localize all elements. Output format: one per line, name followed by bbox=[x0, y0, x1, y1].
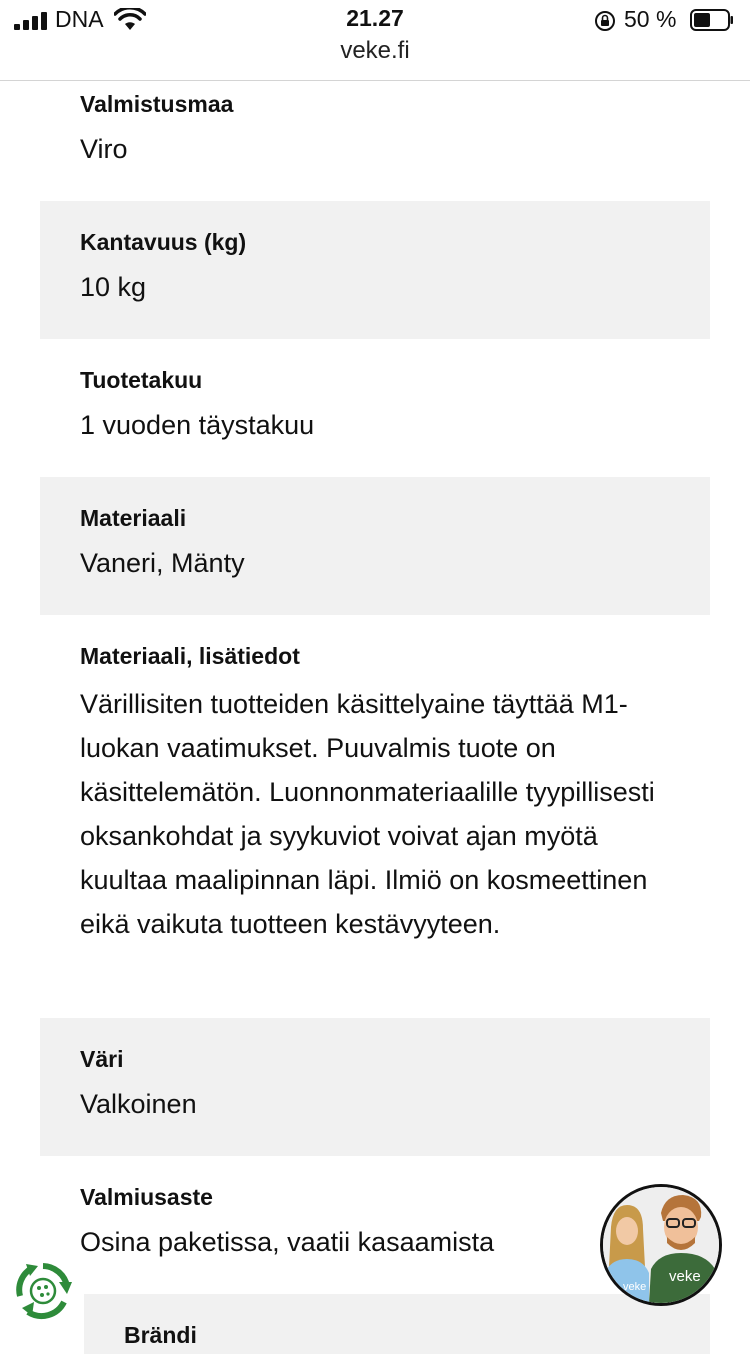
spec-label: Materiaali, lisätiedot bbox=[80, 643, 300, 669]
orientation-lock-icon bbox=[594, 10, 616, 32]
carrier-name: DNA bbox=[55, 6, 104, 32]
spec-row-warranty bbox=[40, 339, 710, 477]
spec-label: Tuotetakuu bbox=[80, 367, 203, 393]
battery-percent: 50 % bbox=[624, 6, 677, 32]
spec-label: Materiaali bbox=[80, 505, 187, 531]
shirt-brand-text: veke bbox=[623, 1281, 647, 1293]
spec-label: Valmiusaste bbox=[80, 1184, 213, 1210]
spec-value: 1 vuoden täystakuu bbox=[80, 410, 315, 440]
address-bar-url[interactable]: veke.fi bbox=[340, 37, 410, 64]
product-spec-list bbox=[40, 81, 710, 1354]
shirt-brand-text: veke bbox=[669, 1268, 701, 1285]
spec-value: Viro bbox=[80, 134, 128, 164]
spec-row-country bbox=[40, 81, 710, 201]
eco-badge-icon[interactable] bbox=[12, 1260, 74, 1322]
spec-label: Kantavuus (kg) bbox=[80, 229, 247, 255]
spec-value: Vaneri, Mänty bbox=[80, 548, 245, 578]
status-bar bbox=[0, 0, 750, 81]
spec-row-capacity bbox=[40, 201, 710, 339]
spec-label: Valmistusmaa bbox=[80, 91, 234, 117]
spec-label: Väri bbox=[80, 1046, 124, 1072]
clock-time: 21.27 bbox=[346, 5, 404, 31]
spec-value: Värillisiten tuotteiden käsittelyaine täyttää M1-luokan vaatimukset. Puuvalmis tuote on käsittelemätön. Luonnonmateriaalille tyypillisesti oksankohdat ja syykuviot voivat ajan myötä kuultaa maalipinnan läpi. Ilmiö on kosmeettinen eikä vaikuta tuotteen kestävyyteen. bbox=[80, 689, 655, 939]
spec-value: Osina paketissa, vaatii kasaamista bbox=[80, 1227, 495, 1257]
spec-value: Valkoinen bbox=[80, 1089, 197, 1119]
spec-row-material bbox=[40, 477, 710, 615]
customer-service-chat-button[interactable] bbox=[600, 1184, 722, 1306]
spec-row-material-details bbox=[40, 615, 710, 1018]
spec-row-color bbox=[40, 1018, 710, 1156]
spec-label: Brändi bbox=[124, 1322, 197, 1348]
spec-row-brand bbox=[84, 1294, 710, 1354]
spec-value: 10 kg bbox=[80, 272, 147, 302]
chat-avatar-icon bbox=[603, 1187, 719, 1303]
battery-icon bbox=[690, 9, 734, 31]
